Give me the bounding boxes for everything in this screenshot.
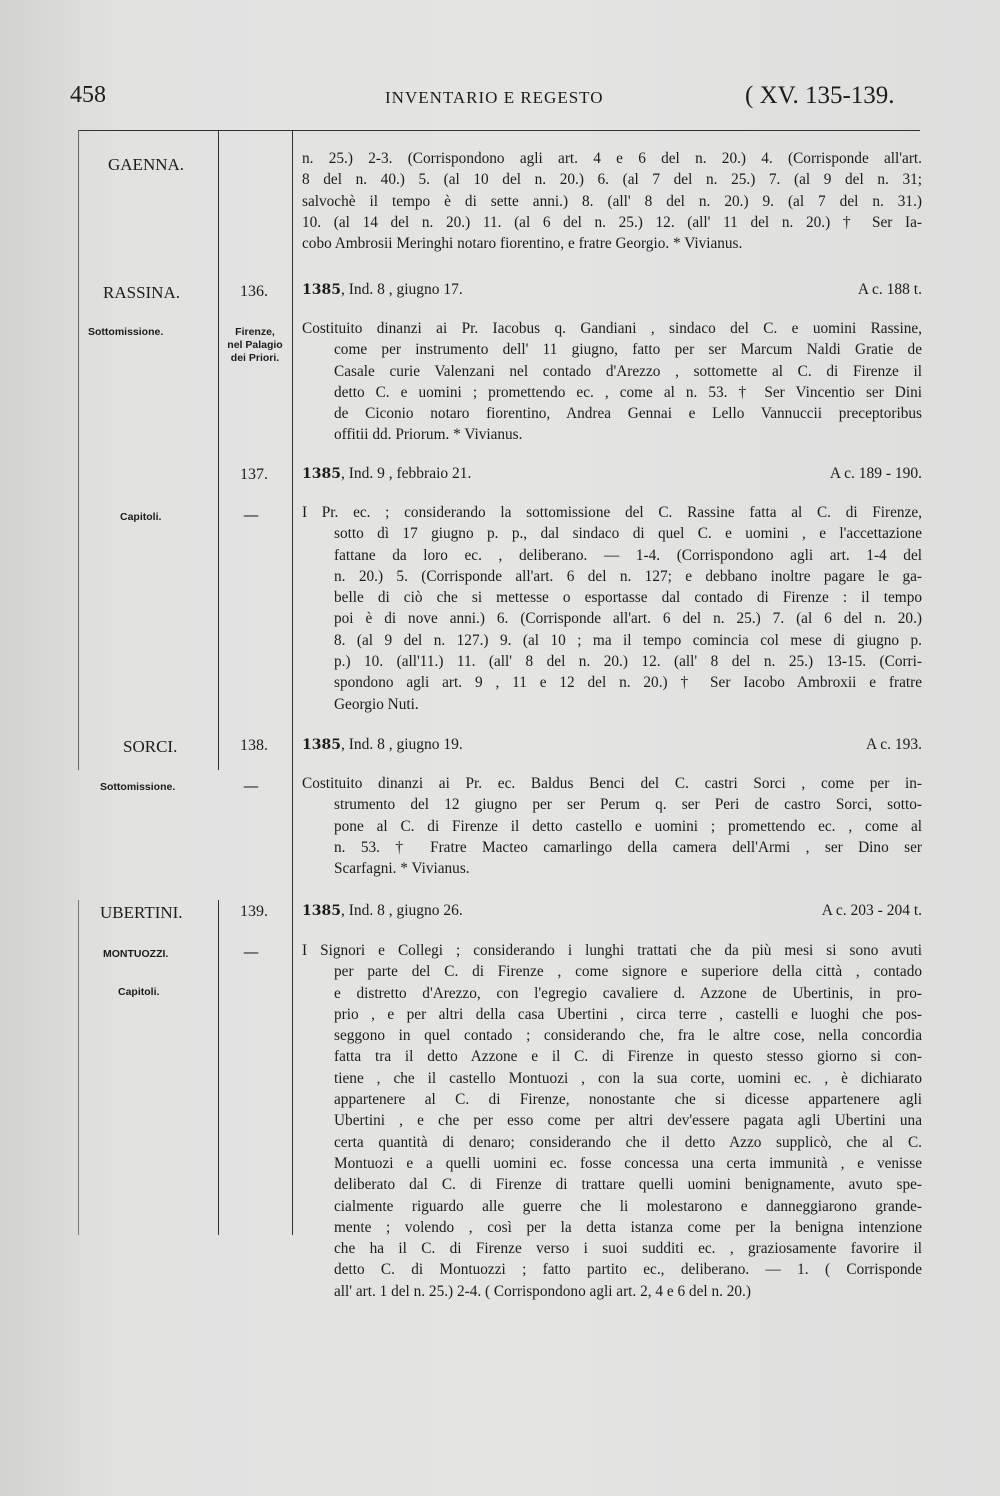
text-line: Ubertini , e che per esso come per altri dev'essere pagata agli Ubertini una — [334, 1112, 922, 1130]
archive-reference: A c. 189 - 190. — [829, 465, 922, 482]
text-line: n. 20.) 5. (Corrisponde all'art. 6 del n. 127; e debbano inoltre pagare le ga- — [334, 567, 922, 585]
text-line: de Ciconio notaro fiorentino, Andrea Gennai e Lello Vannuccii preceptoribus — [334, 405, 922, 423]
entry-text — [302, 940, 922, 1302]
text-line: offitii dd. Priorum. * Vivianus. — [334, 426, 523, 444]
column-rule-left-lower — [78, 900, 79, 1235]
text-line: appartenere al C. di Firenze, nonostante che si dicesse appartenere agli — [334, 1091, 922, 1109]
entry-year: 1385 — [302, 903, 341, 919]
text-line: fattane da loro ec. , deliberano. — 1-4. (Corrispondono agli art. 1-4 del — [334, 546, 922, 564]
location-dash: — — [243, 942, 259, 961]
text-line: spondono agli art. 9 , 11 e 12 del n. 20.) † Ser Iacobo Ambroxii e fratre — [334, 674, 922, 692]
text-line: poi è di nove anni.) 6. (Corrisponde all'art. 6 del n. 25.) 7. (al 6 del n. 20.) — [334, 610, 922, 628]
text-line: Costituito dinanzi ai Pr. ec. Baldus Benci del C. castri Sorci , come per in- — [302, 775, 922, 792]
text-line: 8 del n. 40.) 5. (al 10 del n. 20.) 6. (al 7 del n. 25.) 7. (al 9 del n. 31; — [302, 171, 922, 189]
text-line: deliberato dal C. di Firenze di trattare quelli uomini benignamente, avuto spe- — [334, 1176, 922, 1194]
entry-date: , Ind. 8 , giugno 26. — [340, 902, 463, 919]
subject-label: Capitoli. — [120, 511, 162, 523]
text-line: salvochè il tempo è di sette anni.) 8. (all' 8 del n. 20.) 9. (al 7 del n. 31.) — [302, 192, 922, 210]
subject-label: Sottomissione. — [88, 326, 164, 338]
subject-label: MONTUOZZI. — [103, 948, 169, 960]
text-line: 8. (al 9 del n. 127.) 9. (al 10 ; ma il tempo comincia col mese di giugno p. — [334, 631, 922, 649]
text-line: per parte del C. di Firenze , come signore e superiore della città , contado — [334, 963, 922, 981]
column-rule-number-lower — [218, 900, 219, 1235]
place-of-issue — [220, 326, 290, 365]
entry-number: 138. — [240, 737, 268, 754]
location-line: nel Palagio — [227, 339, 283, 351]
text-line: sotto dì 17 giugno p. p., dal sindaco di quel C. e uomini , e l'accettazione — [334, 525, 922, 543]
location-dash: — — [243, 776, 259, 795]
column-rule-text — [292, 130, 293, 1235]
entry-text — [302, 318, 922, 446]
text-line: fatta tra il detto Azzone e il C. di Firenze in questo stesso giorno si con- — [334, 1048, 922, 1066]
entry-heading — [302, 736, 922, 754]
text-line: Georgio Nuti. — [334, 695, 419, 713]
entry-heading — [302, 902, 922, 920]
column-rule-left — [78, 130, 79, 770]
text-line: belle di ciò che si mettesse o esportasse dal contado di Firenze : il tempo — [334, 589, 922, 607]
text-line: certa quantità di denaro; considerando che il detto Azzo supplicò, che al C. — [334, 1133, 922, 1151]
column-rule-number — [218, 130, 219, 770]
text-line: mente ; volendo , così per la detta istanza come per la benigna intenzione — [334, 1218, 922, 1236]
entry-year: 1385 — [302, 737, 341, 753]
subject-label: Sottomissione. — [100, 781, 176, 793]
text-line: Costituito dinanzi ai Pr. Iacobus q. Gandiani , sindaco del C. e uomini Rassine, — [302, 320, 922, 337]
entry-year: 1385 — [302, 466, 341, 482]
subject-label: Capitoli. — [118, 986, 160, 998]
running-title: INVENTARIO E REGESTO — [385, 88, 604, 107]
entry-number: 136. — [240, 283, 268, 300]
place-name: GAENNA. — [108, 155, 185, 174]
text-line: che ha il C. di Firenze verso i suoi sudditi ec. , graziosamente favorire il — [334, 1240, 922, 1258]
place-name: SORCI. — [123, 737, 178, 756]
entry-number: 139. — [240, 903, 268, 920]
text-line: all' art. 1 del n. 25.) 2-4. ( Corrispondono agli art. 2, 4 e 6 del n. 20.) — [334, 1282, 751, 1300]
text-line: tiene , che il castello Montuozi , con la sua corte, uomini ec. , è dichiarato — [334, 1069, 922, 1087]
entry-date: , Ind. 8 , giugno 19. — [340, 736, 463, 753]
text-line: 10. (al 14 del n. 20.) 11. (al 6 del n. 25.) 12. (all' 11 del n. 20.) † Ser Ia- — [302, 213, 922, 231]
entry-range: ( XV. 135-139. — [745, 82, 895, 109]
text-line: cialmente riguardo alle guerre che li molestarono e danneggiarono grande- — [334, 1197, 922, 1215]
text-line: detto C. di Montuozzi ; fatto partito ec., deliberano. — 1. ( Corrisponde — [334, 1261, 922, 1279]
text-line: I Signori e Collegi ; considerando i lunghi trattati che da più mesi si sono avuti — [302, 942, 922, 959]
text-line: prio , e per altri della casa Ubertini , circa terre , castelli e luoghi che pos- — [334, 1005, 922, 1023]
entry-heading — [302, 465, 922, 483]
text-line: detto C. e uomini ; promettendo ec. , come al n. 53. † Ser Vincentio ser Dini — [334, 383, 922, 401]
entry-year: 1385 — [302, 282, 341, 298]
header-rule — [78, 130, 920, 131]
entry-text — [302, 773, 922, 879]
text-line: p.) 10. (all'11.) 11. (all' 8 del n. 20.) 12. (all' 8 del n. 25.) 13-15. (Corri- — [334, 653, 922, 671]
place-name: UBERTINI. — [100, 903, 183, 922]
text-line: n. 53. † Fratre Macteo camarlingo della camera dell'Armi , ser Dino ser — [334, 838, 922, 856]
place-name: RASSINA. — [103, 283, 180, 302]
text-line: strumento del 12 giugno per ser Perum q. ser Peri de castro Sorci, sotto- — [334, 796, 922, 814]
text-line: pone al C. di Firenze il detto castello e uomini ; promettendo ec. , come al — [334, 817, 922, 835]
text-line: come per instrumento dell' 11 giugno, fatto per ser Marcum Naldi Gratie de — [334, 341, 922, 359]
location-line: Firenze, — [235, 326, 275, 338]
archive-reference: A c. 188 t. — [857, 281, 922, 298]
entry-number: 137. — [240, 466, 268, 483]
text-line: n. 25.) 2-3. (Corrispondono agli art. 4 e 6 del n. 20.) 4. (Corrisponde all'art. — [302, 150, 922, 167]
location-line: dei Priori. — [230, 352, 280, 364]
entry-text — [302, 148, 922, 254]
page-number: 458 — [70, 82, 106, 108]
text-line: seggono in quel contado ; considerando che, fra le altre cose, nella concordia — [334, 1027, 922, 1045]
text-line: cobo Ambrosii Meringhi notaro fiorentino, e fratre Georgio. * Vivianus. — [302, 235, 743, 253]
text-line: I Pr. ec. ; considerando la sottomissione del C. Rassine fatta al C. di Firenze, — [302, 504, 922, 521]
entry-date: , Ind. 9 , febbraio 21. — [340, 465, 472, 482]
location-dash: — — [243, 505, 259, 524]
entry-heading — [302, 281, 922, 299]
archive-reference: A c. 203 - 204 t. — [821, 902, 922, 919]
text-line: Montuozi e a quelli uomini ec. fosse concessa una certa immunità , e venisse — [334, 1154, 922, 1172]
entry-text — [302, 502, 922, 715]
entry-date: , Ind. 8 , giugno 17. — [340, 281, 463, 298]
text-line: Scarfagni. * Vivianus. — [334, 860, 470, 878]
text-line: Casale curie Valenzani nel contado d'Arezzo , sottomette al C. di Firenze il — [334, 362, 922, 380]
archive-reference: A c. 193. — [866, 736, 922, 753]
text-line: e distretto d'Arezzo, con l'egregio cavaliere d. Azzone de Ubertinis, in pro- — [334, 984, 922, 1002]
